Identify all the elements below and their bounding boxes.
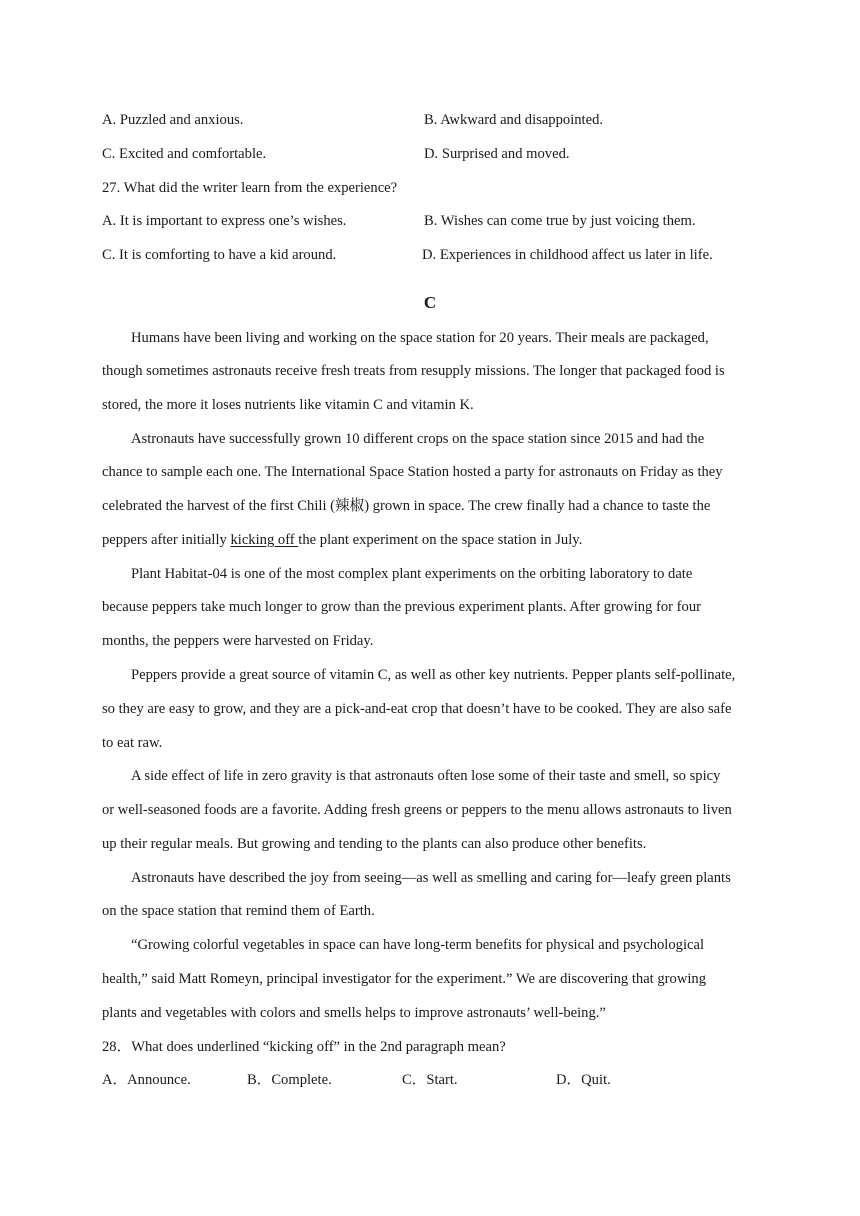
paragraph-1-line-1: Humans have been living and working on the space station for 20 years. Their meals are packaged, [131,330,709,346]
paragraph-7-line-3: plants and vegetables with colors and smells helps to improve astronauts’ well-being.” [102,1005,606,1021]
q26-option-a: A. Puzzled and anxious. [102,112,244,128]
q28-question: 28．What does underlined “kicking off” in the 2nd paragraph mean? [102,1039,506,1055]
q27-option-a: A. It is important to express one’s wishes. [102,213,347,229]
q26-option-b: B. Awkward and disappointed. [424,112,604,128]
paragraph-5-line-1: A side effect of life in zero gravity is that astronauts often lose some of their taste and smell, so spicy [131,768,721,784]
paragraph-3-line-3: months, the peppers were harvested on Friday. [102,633,374,649]
paragraph-4-line-2: so they are easy to grow, and they are a pick-and-eat crop that doesn’t have to be cooked. They are also safe [102,701,732,717]
paragraph-5-line-2: or well-seasoned foods are a favorite. Adding fresh greens or peppers to the menu allows astronauts to liven [102,802,732,818]
paragraph-2-text-before: peppers after initially [102,532,231,548]
q26-option-c: C. Excited and comfortable. [102,146,267,162]
paragraph-2-line-4 [102,530,582,550]
paragraph-2-line-2: chance to sample each one. The International Space Station hosted a party for astronauts on Friday as they [102,464,723,480]
paragraph-1-line-3: stored, the more it loses nutrients like vitamin C and vitamin K. [102,397,474,413]
q28-option-c: C．Start. [402,1072,458,1088]
q27-option-d: D. Experiences in childhood affect us later in life. [422,247,713,263]
section-heading: C [423,293,437,312]
underlined-phrase: kicking off [230,532,299,548]
q27-option-b: B. Wishes can come true by just voicing them. [424,213,696,229]
paragraph-7-line-1: “Growing colorful vegetables in space can have long-term benefits for physical and psychological [131,937,705,953]
q26-option-d: D. Surprised and moved. [424,146,570,162]
paragraph-2-text-after: the plant experiment on the space station in July. [298,532,583,548]
paragraph-5-line-3: up their regular meals. But growing and tending to the plants can also produce other benefits. [102,836,647,852]
q28-option-a: A．Announce. [102,1072,191,1088]
paragraph-2-line-3: celebrated the harvest of the first Chili (辣椒) grown in space. The crew finally had a chance to taste the [102,498,711,514]
q28-option-b: B．Complete. [247,1072,332,1088]
paragraph-4-line-3: to eat raw. [102,735,163,751]
paragraph-3-line-1: Plant Habitat-04 is one of the most complex plant experiments on the orbiting laboratory to date [131,566,693,582]
paragraph-4-line-1: Peppers provide a great source of vitamin C, as well as other key nutrients. Pepper plants self-pollinate, [131,667,736,683]
q27-option-c: C. It is comforting to have a kid around. [102,247,337,263]
paragraph-3-line-2: because peppers take much longer to grow than the previous experiment plants. After growing for four [102,599,701,615]
paragraph-6-line-1: Astronauts have described the joy from seeing—as well as smelling and caring for—leafy green plants [131,870,731,886]
q27-question: 27. What did the writer learn from the experience? [102,180,398,196]
paragraph-7-line-2: health,” said Matt Romeyn, principal investigator for the experiment.” We are discovering that growing [102,971,707,987]
paragraph-2-line-1: Astronauts have successfully grown 10 different crops on the space station since 2015 and had the [131,431,705,447]
paragraph-1-line-2: though sometimes astronauts receive fresh treats from resupply missions. The longer that packaged food is [102,363,725,379]
q28-option-d: D．Quit. [556,1072,611,1088]
paragraph-6-line-2: on the space station that remind them of Earth. [102,903,375,919]
